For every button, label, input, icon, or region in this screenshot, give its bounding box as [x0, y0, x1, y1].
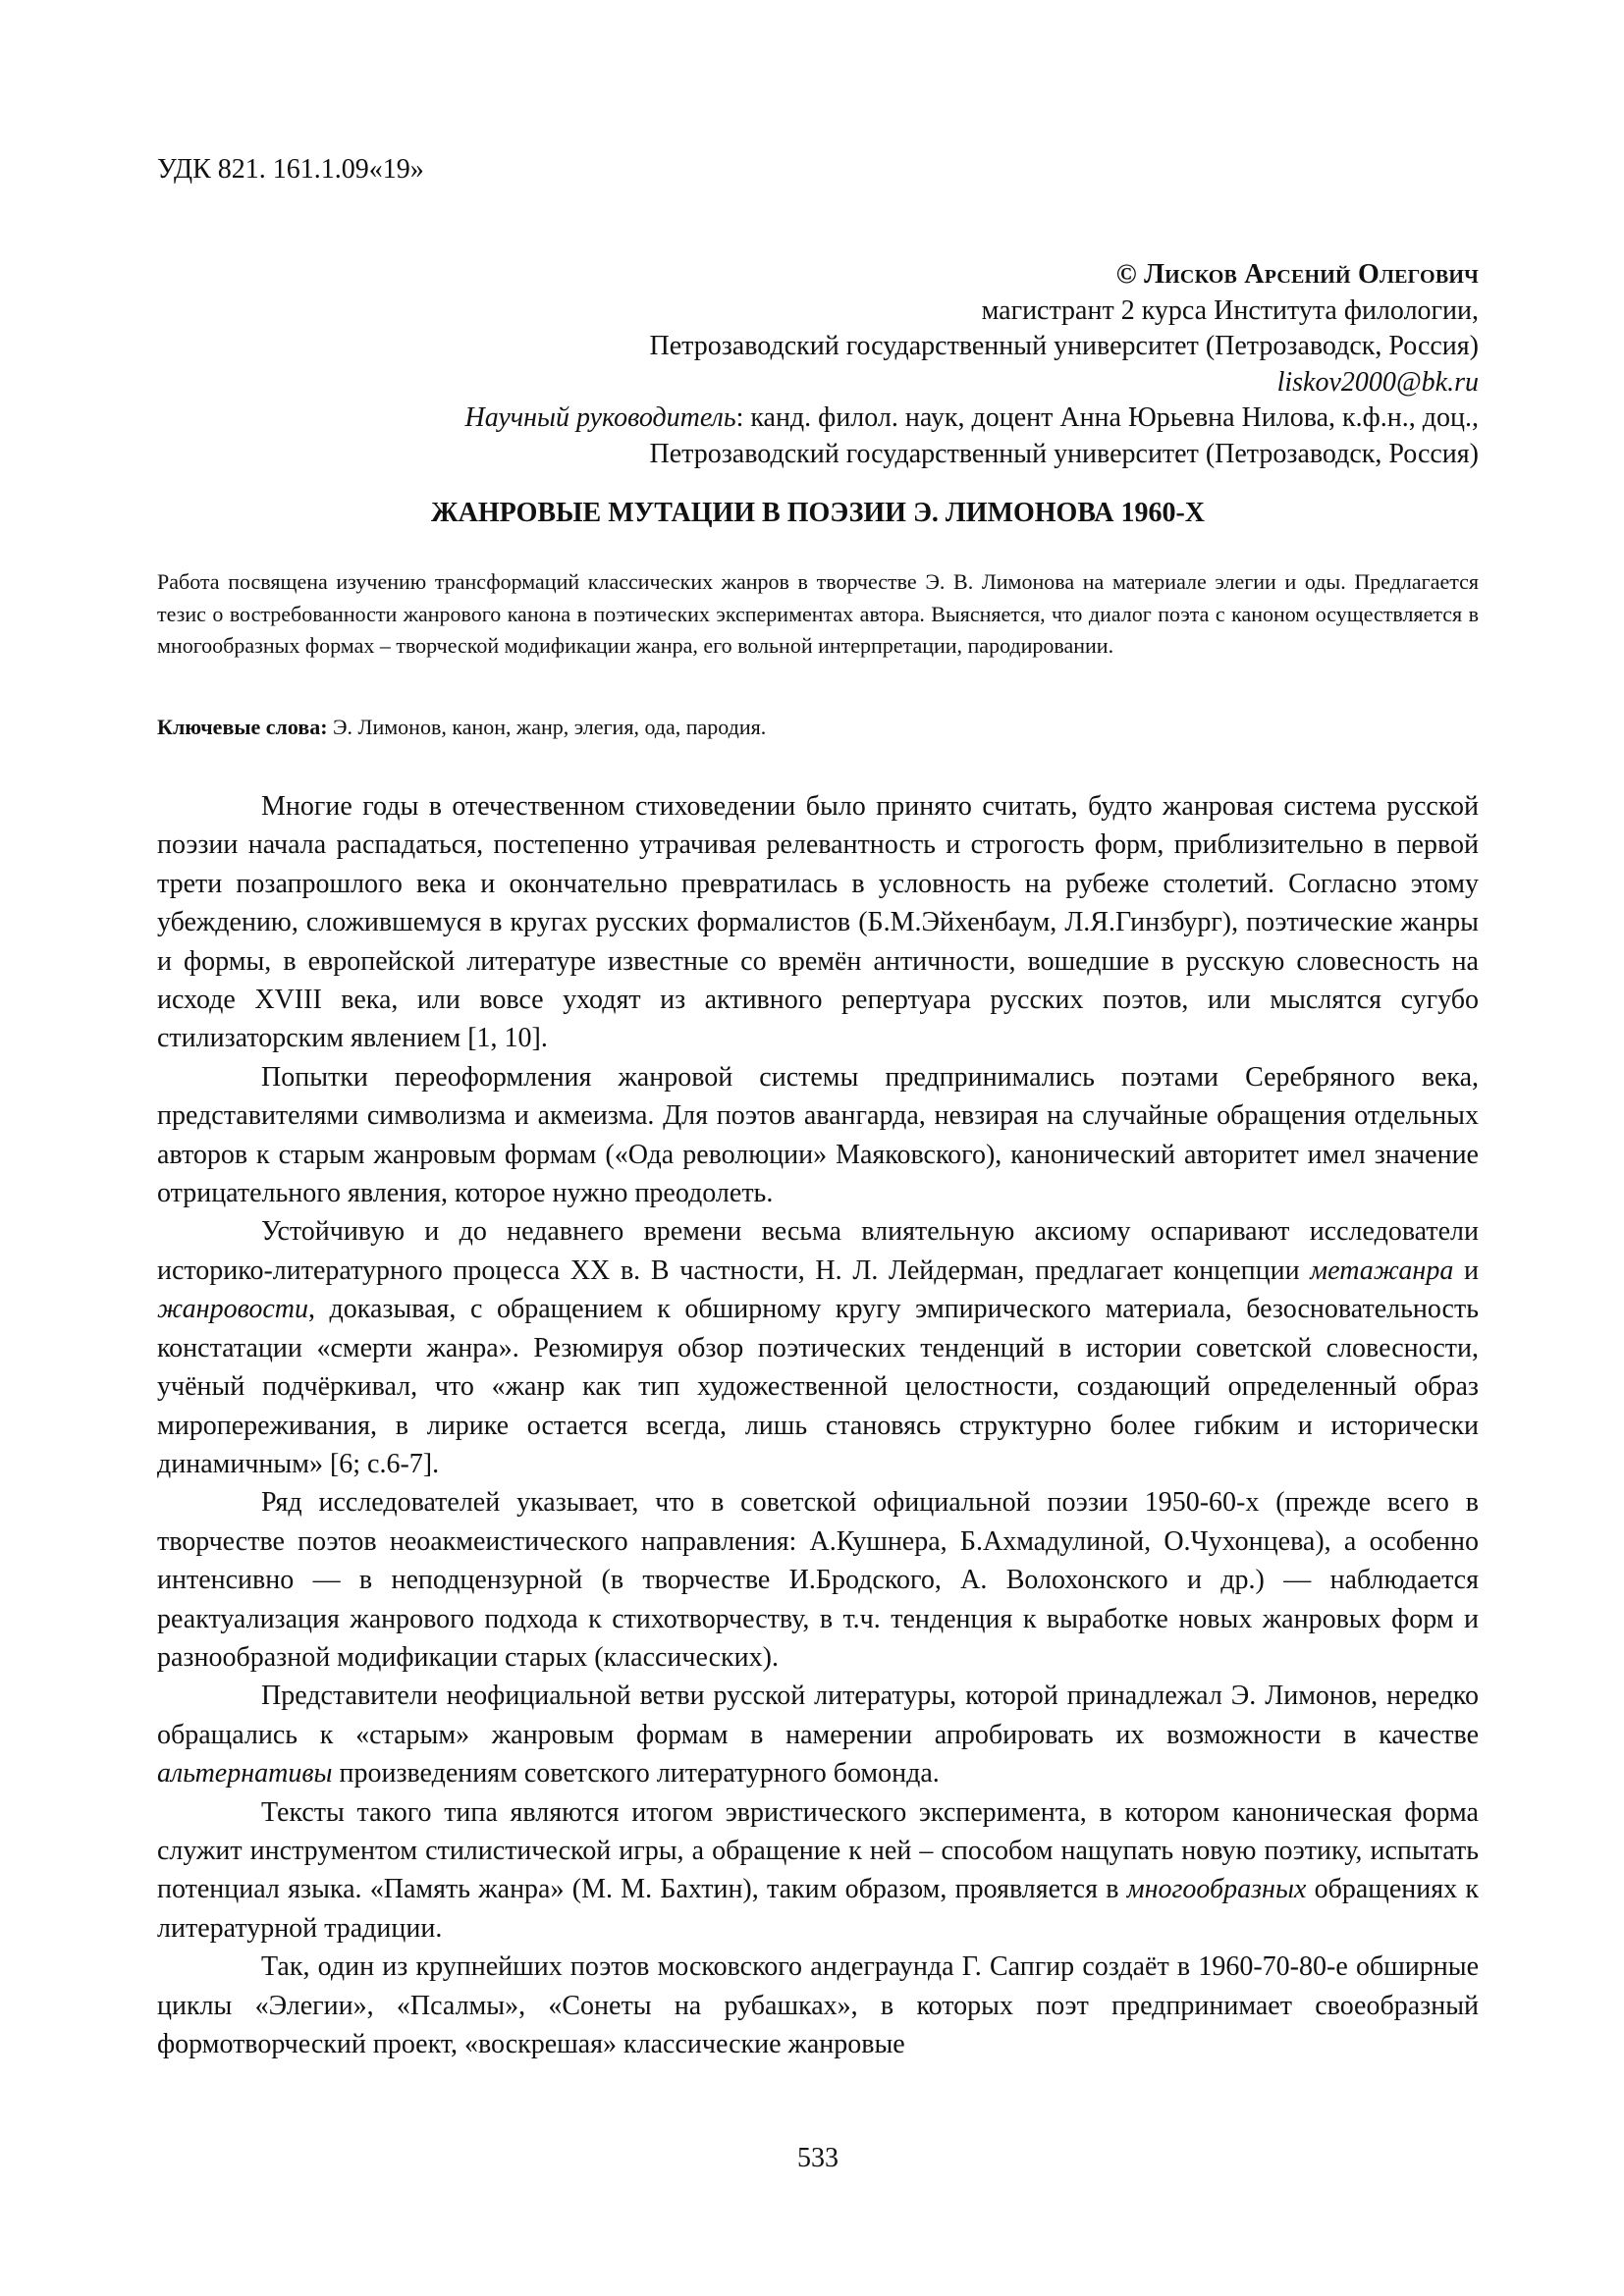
supervisor-label: Научный руководитель — [464, 402, 736, 433]
paragraph-2: Попытки переоформления жанровой системы предпринимались поэтами Серебряного века, представителями символизма и акмеизма. Для поэтов авангарда, невзирая на случайные обращения отдельных авторов к старым жанровым формам («Ода революции» Маяковского), канонический авторитет имел значение отрицательного явления, которое нужно преодолеть. — [157, 1061, 1479, 1209]
paragraph-1: Многие годы в отечественном стиховедении было принято считать, будто жанровая система русской поэзии начала распадаться, постепенно утрачивая релевантность и строгость форм, приблизительно в первой трети позапрошлого века и окончательно превратилась в условность на рубеже столетий. Согласно этому убеждению, сложившемуся в кругах русских формалистов (Б.М.Эйхенбаум, Л.Я.Гинзбург), поэтические жанры и формы, в европейской литературе известные со времён античности, вошедшие в русскую словесность на исходе XVIII века, или вовсе уходят из активного репертуара русских поэтов, или мыслятся сугубо стилизаторским явлением [1, 10]. — [157, 791, 1479, 1054]
author-affiliation: Петрозаводский государственный университет (Петрозаводск, Россия) — [649, 331, 1479, 361]
author-name: © Лисков Арсений Олегович — [1115, 259, 1479, 290]
paragraph-3-text-a: Устойчивую и до недавнего времени весьма влиятельную аксиому оспаривают исследователи историко-литературного процесса XX в. В частности, Н. Л. Лейдерман, предлагает концепции — [157, 1216, 1479, 1286]
paragraph-5-text-a: Представители неофициальной ветви русской литературы, которой принадлежал Э. Лимонов, нередко обращались к «старым» жанровым формам в намерении апробировать их возможности в качестве — [157, 1681, 1479, 1750]
author-block — [157, 257, 1479, 472]
paragraph-6-text-a: Тексты такого типа являются итогом эвристического эксперимента, в котором каноническая форма служит инструментом стилистической игры, а обращение к ней – способом нащупать новую поэтику, испытать потенциал языка. «Память жанра» (М. М. Бахтин), таким образом, проявляется в — [157, 1796, 1479, 1905]
term-metagenre: метажанра — [1310, 1255, 1454, 1286]
term-manifold: многообразных — [1126, 1874, 1307, 1905]
paragraph-7: Так, один из крупнейших поэтов московского андеграунда Г. Сапгир создаёт в 1960-70-80-е обширные циклы «Элегии», «Псалмы», «Сонеты на рубашках», в которых поэт предпринимает своеобразный формотворческий проект, «воскрешая» классические жанровые — [157, 1951, 1479, 2059]
term-alternative: альтернативы — [157, 1758, 333, 1789]
udk-code: УДК 821. 161.1.09«19» — [157, 154, 424, 185]
author-position: магистрант 2 курса Института филологии, — [981, 294, 1479, 326]
author-email[interactable]: liskov2000@bk.ru — [1276, 366, 1479, 398]
article-body — [157, 787, 1479, 2063]
article-title: ЖАНРОВЫЕ МУТАЦИИ В ПОЭЗИИ Э. ЛИМОНОВА 1960-Х — [430, 498, 1206, 528]
paragraph-4: Ряд исследователей указывает, что в советской официальной поэзии 1950-60-х (прежде всего в творчестве поэтов неоакмеистического направления: А.Кушнера, Б.Ахмадулиной, О.Чухонцева), а особенно интенсивно — в неподцензурной (в творчестве И.Бродского, А. Волохонского и др.) — наблюдается реактуализация жанрового подхода к стихотворчеству, в т.ч. тенденция к выработке новых жанровых форм и разнообразной модификации старых (классических). — [157, 1487, 1479, 1673]
paragraph-6-text-b: обращениях к литературной традиции. — [157, 1874, 1479, 1944]
term-genreness: жанровости — [157, 1294, 308, 1325]
paragraph-3 — [157, 1212, 1479, 1483]
paragraph-6 — [157, 1793, 1479, 1949]
page-number: 533 — [797, 2143, 839, 2173]
paragraph-3-text-c: , доказывая, с обращением к обширному кругу эмпирического материала, безосновательность констатации «смерти жанра». Резюмируя обзор поэтических тенденций в истории советской словесности, учёный подчёркивал, что «жанр как тип художественной целостности, создающий определенный образ миропереживания, в лирике остается всегда, лишь становясь структурно более гибким и исторически динамичным» [6; с.6-7]. — [157, 1294, 1479, 1479]
supervisor-affiliation: Петрозаводский государственный университет (Петрозаводск, Россия) — [649, 438, 1479, 469]
supervisor-line — [157, 400, 1479, 437]
paragraph-3-text-b: и — [1453, 1255, 1480, 1286]
supervisor-text: : канд. филол. наук, доцент Анна Юрьевна Нилова, к.ф.н., доц., — [735, 402, 1479, 433]
keywords — [157, 713, 1479, 742]
paragraph-5 — [157, 1677, 1479, 1792]
paragraph-5-text-b: произведениям советского литературного бомонда. — [332, 1758, 940, 1789]
keywords-label: Ключевые слова: — [157, 715, 328, 739]
keywords-text: Э. Лимонов, канон, жанр, элегия, ода, пародия. — [327, 715, 767, 739]
abstract: Работа посвящена изучению трансформаций классических жанров в творчестве Э. В. Лимонова на материале элегии и оды. Предлагается тезис о востребованности жанрового канона в поэтических экспериментах автора. Выясняется, что диалог поэта с каноном осуществляется в многообразных формах – творческой модификации жанра, его вольной интерпретации, пародировании. — [157, 569, 1479, 658]
